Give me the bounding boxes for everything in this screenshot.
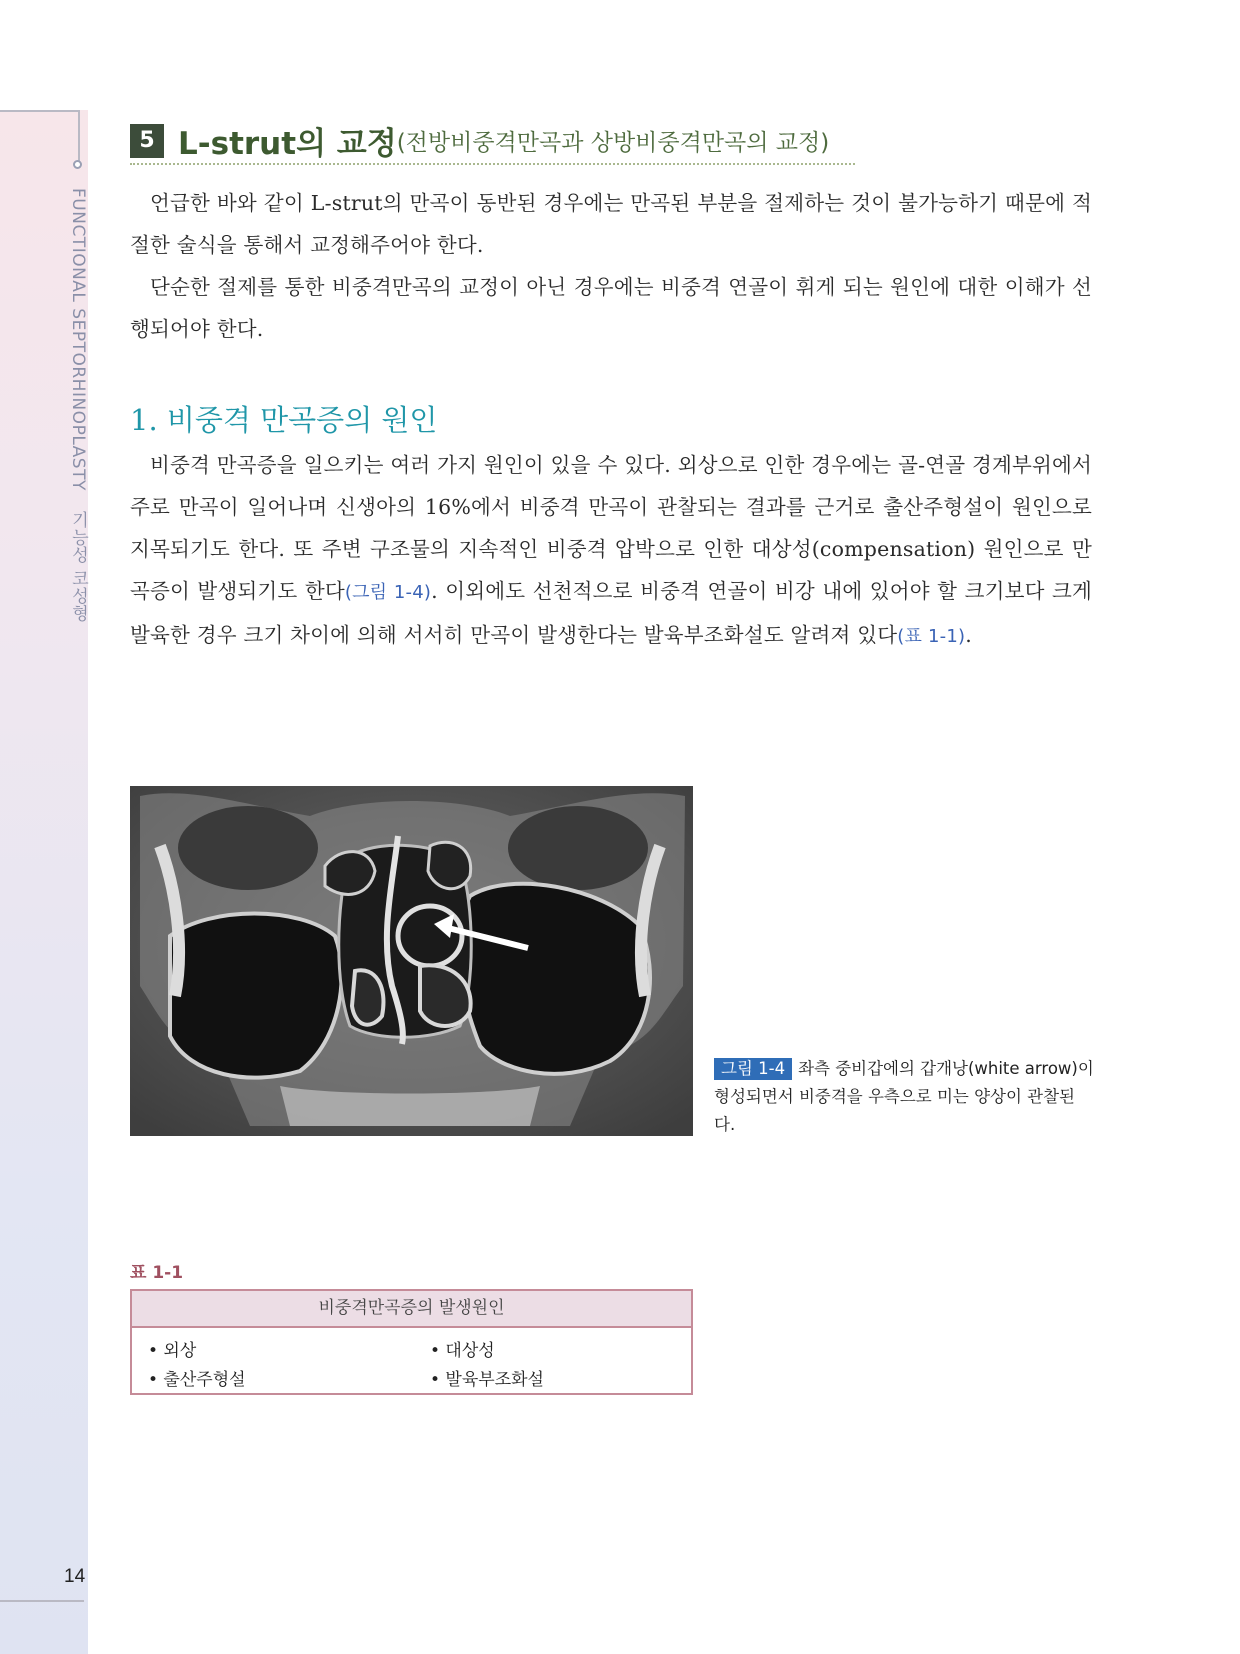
paragraph-3-text-b: . 이외에도 선천적으로 비중격 연골이 비강 내에 있어야 할 크기보다 크게 발육한 경우 크기 차이에 의해 서서히 만곡이 발생한다는 발육부조화설도 알려져 있다 <box>130 579 1093 647</box>
paragraph-3-text-a: 비중격 만곡증을 일으키는 여러 가지 원인이 있을 수 있다. 외상으로 인한 경우에는 골-연골 경계부위에서 주로 만곡이 일어나며 신생아의 16%에서 비중격 만곡이 관찰되는 결과를 근거로 출산주형설이 원인으로 지목되기도 한다. 또 주변 구조물의 지속적인 비중격 압박으로 인한 대상성(compensation) 원인으로 만곡증이 발생되기도 한다 <box>130 453 1092 603</box>
margin-dot-icon <box>73 160 82 169</box>
ct-scan-drawing <box>130 786 693 1136</box>
paragraph-1: 언급한 바와 같이 L-strut의 만곡이 동반된 경우에는 만곡된 부분을 절제하는 것이 불가능하기 때문에 적절한 술식을 통해서 교정해주어야 한다. <box>130 191 1092 257</box>
figure-caption <box>714 1055 1094 1139</box>
section-title: L-strut의 교정 <box>178 126 397 162</box>
figure-caption-text: 좌측 중비갑에의 갑개낭(white arrow)이 형성되면서 비중격을 우측으로 미는 양상이 관찰된다. <box>714 1059 1094 1134</box>
table-header: 비중격만곡증의 발생원인 <box>132 1291 691 1328</box>
paragraph-3-text-c: . <box>965 623 972 647</box>
running-title-en: FUNCTIONAL SEPTORHINOPLASTY <box>68 188 88 491</box>
figure-tag: 그림 1-4 <box>714 1058 792 1080</box>
running-title <box>66 188 91 622</box>
page-number: 14 <box>64 1566 86 1587</box>
margin-rule-top <box>0 110 80 112</box>
table-cell: • 출산주형설 <box>148 1370 246 1390</box>
paragraph-2: 단순한 절제를 통한 비중격만곡의 교정이 아닌 경우에는 비중격 연골이 휘게 되는 원인에 대한 이해가 선행되어야 한다. <box>130 275 1092 341</box>
table-body <box>132 1328 691 1390</box>
running-title-ko: 기능성 코성형 <box>68 510 88 622</box>
section-number-badge: 5 <box>130 124 164 158</box>
table-label: 표 1-1 <box>130 1263 184 1283</box>
margin-rule-bottom <box>0 1600 84 1602</box>
ct-scan-image <box>130 786 693 1136</box>
paragraph-3 <box>130 444 1092 658</box>
section-heading <box>130 118 855 163</box>
table-reference-link[interactable]: (표 1-1) <box>897 626 966 647</box>
figure-reference-link[interactable]: (그림 1-4) <box>344 582 432 603</box>
table-cell: • 외상 <box>148 1341 197 1361</box>
section-subtitle: (전방비중격만곡과 상방비중격만곡의 교정) <box>396 130 830 156</box>
table-cell: • 대상성 <box>430 1341 495 1361</box>
section-dotted-rule <box>130 163 855 165</box>
margin-rule-vertical <box>78 110 80 162</box>
table-cell: • 발육부조화설 <box>430 1370 544 1390</box>
causes-table <box>130 1289 693 1395</box>
subsection-title: 1. 비중격 만곡증의 원인 <box>130 403 438 437</box>
